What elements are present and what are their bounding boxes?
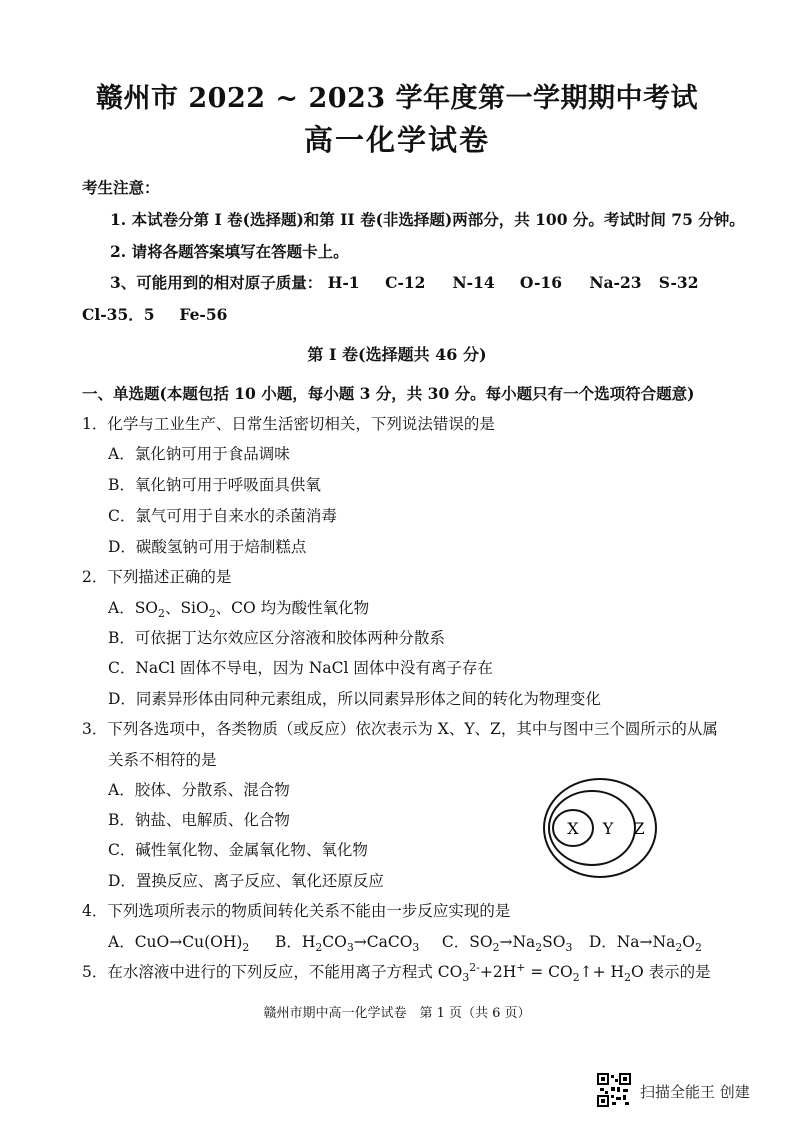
q2-option-b: B．可依据丁达尔效应区分溶液和胶体两种分散系 — [108, 629, 445, 647]
q1-option-b: B．氧化钠可用于呼吸面具供氧 — [108, 476, 321, 494]
q1-option-d: D．碳酸氢钠可用于焙制糕点 — [108, 538, 307, 556]
notice-heading: 考生注意： — [82, 178, 160, 197]
q2-option-d: D．同素异形体由同种元素组成，所以同素异形体之间的转化为物理变化 — [108, 690, 601, 708]
mass-n: N-14 — [452, 273, 495, 292]
q1-stem: 1．化学与工业生产、日常生活密切相关，下列说法错误的是 — [82, 415, 495, 433]
q4-option-a: A．$CuO\to Cu(OH)_2$ — [108, 933, 250, 955]
q3-option-b: B．钠盐、电解质、化合物 — [108, 811, 290, 829]
q3-stem-line1: 3．下列各选项中，各类物质（或反应）依次表示为 X、Y、Z，其中与图中三个圆所示的从属 — [82, 720, 718, 738]
q4-stem: 4．下列选项所表示的物质间转化关系不能由一步反应实现的是 — [82, 902, 511, 920]
scanner-watermark: 扫描全能王 创建 — [640, 1083, 750, 1101]
part1-heading: 第 I 卷(选择题共 46 分) — [307, 345, 487, 364]
q4-option-d: D．$Na\to Na_2O_2$ — [588, 933, 702, 955]
mass-fe: Fe-56 — [179, 305, 228, 324]
q3-option-a: A．胶体、分散系、混合物 — [108, 781, 290, 799]
notice-item-1: 1. 本试卷分第 I 卷(选择题)和第 II 卷(非选择题)两部分，共 100 分。考试时间 75 分钟。 — [110, 210, 745, 229]
exam-title: 赣州市 2022 ~ 2023 学年度第一学期期中考试 — [95, 83, 698, 114]
q4-option-b: B．$H_2CO_3\to CaCO_3$ — [274, 933, 420, 955]
q1-option-a: A．氯化钠可用于食品调味 — [108, 445, 290, 463]
venn-diagram — [540, 775, 660, 881]
exam-subtitle: 高一化学试卷 — [303, 123, 490, 157]
mass-na: Na-23 — [589, 273, 642, 292]
mass-o: O-16 — [519, 273, 562, 292]
qr-code-icon — [597, 1073, 631, 1107]
q5-stem: 5．在水溶液中进行的下列反应，不能用离子方程式 $CO_3^{2-}+2H^+$ = $CO_2↑+ H_2O$ 表示的是 — [82, 960, 711, 985]
q3-stem-line2: 关系不相符的是 — [108, 751, 217, 769]
mass-h: H-1 — [327, 273, 360, 292]
page-footer: 赣州市期中高一化学试卷 第 1 页（共 6 页） — [263, 1006, 531, 1021]
notice-item-2: 2. 请将各题答案填写在答题卡上。 — [110, 242, 349, 261]
venn-label-z: Z — [633, 819, 645, 838]
mass-c: C-12 — [385, 273, 426, 292]
q3-option-c: C．碱性氧化物、金属氧化物、氧化物 — [108, 841, 368, 859]
q4-option-c: C．$SO_2\to Na_2SO_3$ — [441, 933, 573, 955]
venn-label-y: Y — [602, 819, 614, 838]
mass-s: S-32 — [658, 273, 699, 292]
q2-option-a: A．$SO_2$、SiO$_2$、CO 均为酸性氧化物 — [108, 599, 370, 621]
atomic-mass-row — [110, 271, 699, 293]
atomic-mass-row-2 — [82, 303, 227, 325]
section-title: 一、单选题(本题包括 10 小题，每小题 3 分，共 30 分。每小题只有一个选项符合题意) — [82, 384, 695, 403]
q2-stem: 2．下列描述正确的是 — [82, 568, 232, 586]
venn-label-x: X — [567, 819, 579, 838]
notice-item-3-label: 3、可能用到的相对原子质量： — [110, 273, 323, 292]
q3-option-d: D．置换反应、离子反应、氧化还原反应 — [108, 872, 384, 890]
mass-cl: Cl-35．5 — [82, 305, 155, 324]
q2-option-c: C．NaCl 固体不导电，因为 NaCl 固体中没有离子存在 — [108, 659, 493, 677]
q1-option-c: C．氯气可用于自来水的杀菌消毒 — [108, 507, 337, 525]
q4-options — [108, 930, 702, 954]
